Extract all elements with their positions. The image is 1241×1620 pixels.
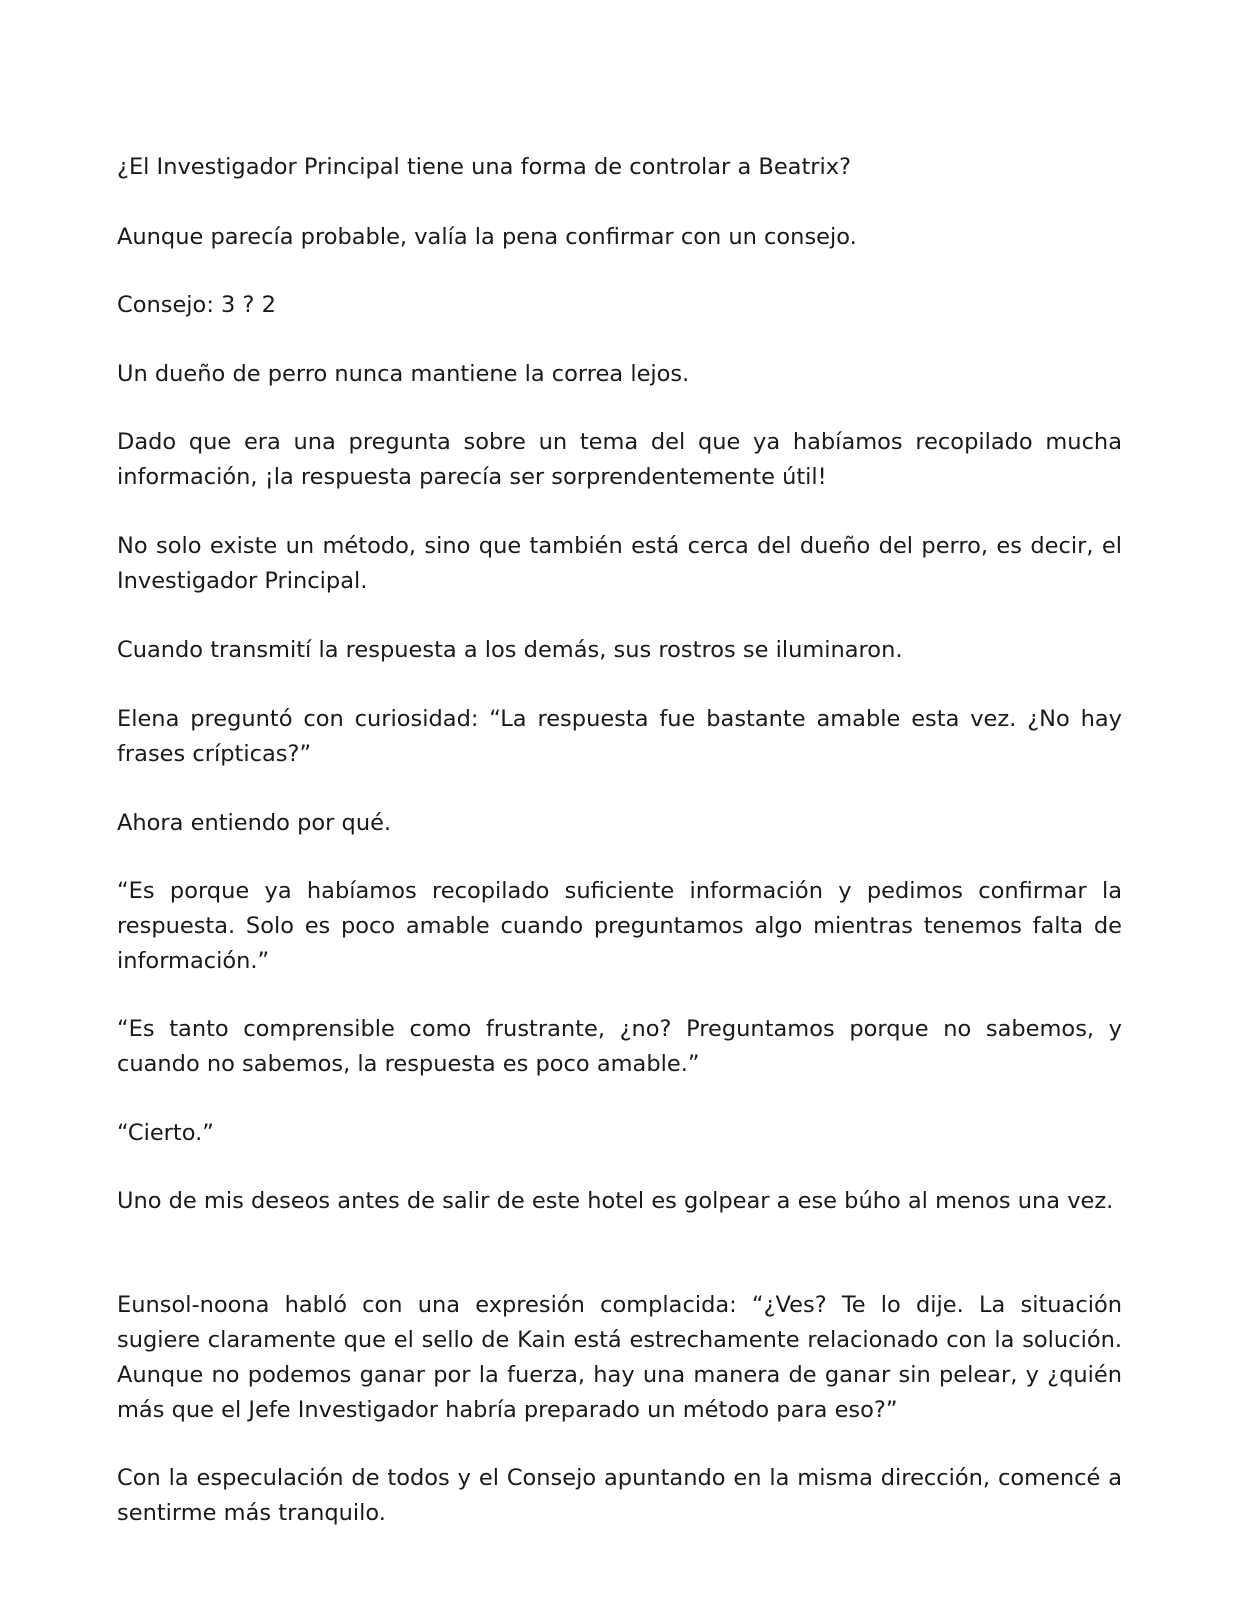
paragraph-13: Uno de mis deseos antes de salir de este hotel es golpear a ese búho al menos una vez. bbox=[117, 1188, 1114, 1214]
paragraph-2: Aunque parecía probable, valía la pena confirmar con un consejo. bbox=[117, 224, 857, 250]
paragraph-10: “Es porque ya habíamos recopilado suficiente información y pedimos confirmar la respuesta. Solo es poco amable cuando preguntamos algo mientras tenemos falta de información.” bbox=[117, 878, 1122, 974]
paragraph-14: Eunsol-noona habló con una expresión complacida: “¿Ves? Te lo dije. La situación sugiere claramente que el sello de Kain está estrechamente relacionado con la solución. Aunque no podemos ganar por la fuerza, hay una manera de ganar sin pelear, y ¿quién más que el Jefe Investigador habría preparado un método para eso?” bbox=[117, 1292, 1122, 1423]
paragraph-15: Con la especulación de todos y el Consejo apuntando en la misma dirección, comencé a sentirme más tranquilo. bbox=[117, 1465, 1122, 1526]
paragraph-3: Consejo: 3 ? 2 bbox=[117, 292, 276, 318]
paragraph-5: Dado que era una pregunta sobre un tema del que ya habíamos recopilado mucha información, ¡la respuesta parecía ser sorprendentemente útil! bbox=[117, 429, 1122, 490]
paragraph-1: ¿El Investigador Principal tiene una forma de controlar a Beatrix? bbox=[117, 154, 852, 180]
paragraph-4: Un dueño de perro nunca mantiene la correa lejos. bbox=[117, 361, 690, 387]
paragraph-7: Cuando transmití la respuesta a los demás, sus rostros se iluminaron. bbox=[117, 637, 903, 663]
paragraph-8: Elena preguntó con curiosidad: “La respuesta fue bastante amable esta vez. ¿No hay frases crípticas?” bbox=[117, 706, 1122, 767]
paragraph-12: “Cierto.” bbox=[117, 1120, 214, 1146]
paragraph-11: “Es tanto comprensible como frustrante, ¿no? Preguntamos porque no sabemos, y cuando no sabemos, la respuesta es poco amable.” bbox=[117, 1016, 1122, 1077]
paragraph-6: No solo existe un método, sino que también está cerca del dueño del perro, es decir, el Investigador Principal. bbox=[117, 533, 1122, 594]
paragraph-9: Ahora entiendo por qué. bbox=[117, 810, 392, 836]
